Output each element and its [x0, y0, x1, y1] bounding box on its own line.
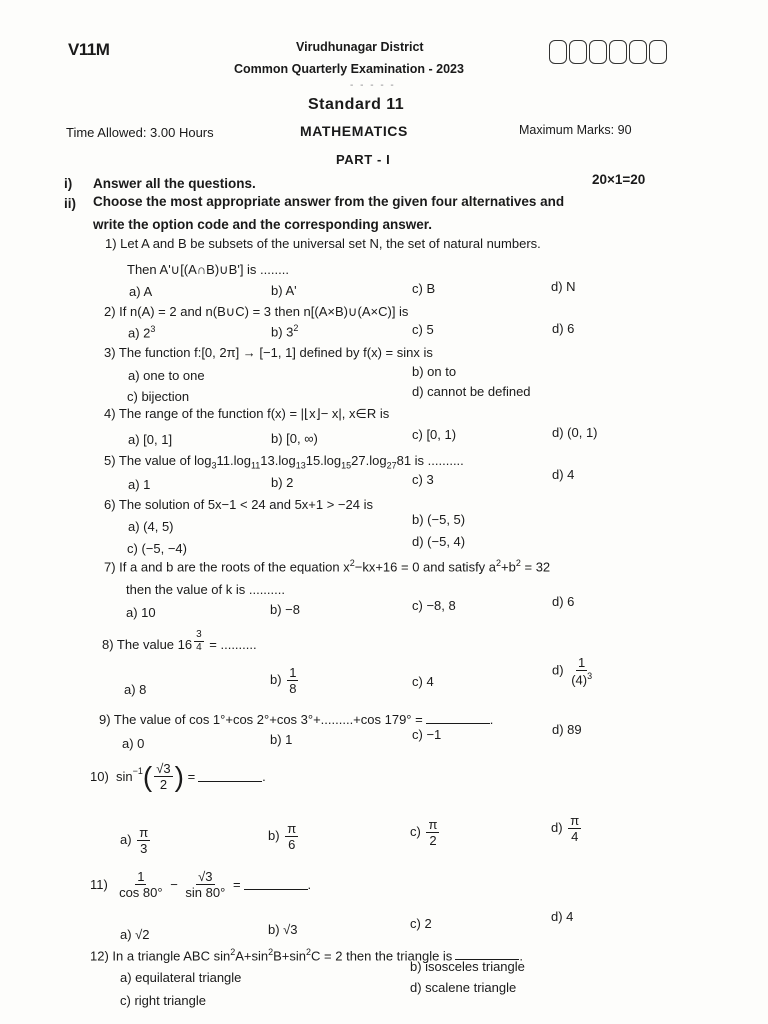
question-5: [104, 453, 464, 471]
question-9: 9) The value of cos 1°+cos 2°+cos 3°+.........+cos 179° = .: [99, 712, 494, 727]
option-d: d) 6: [552, 321, 575, 336]
fraction: [154, 762, 172, 791]
fraction-numerator: √3: [156, 761, 171, 776]
question-text: = ..........: [205, 637, 257, 652]
option-c: c) 5: [412, 322, 434, 337]
function-name: sin: [116, 769, 133, 784]
question-2: 2) If n(A) = 2 and n(B∪C) = 3 then n[(A×B)∪(A×C)] is: [104, 304, 409, 319]
question-1: 1) Let A and B be subsets of the universal set N, the set of natural numbers.: [105, 236, 541, 251]
question-text: C = 2 then the triangle is: [311, 948, 453, 964]
question-8: [102, 630, 257, 653]
header-divider: - - - - -: [350, 80, 396, 91]
question-text: 81 is ..........: [396, 453, 464, 468]
option-c: c) right triangle: [120, 993, 206, 1008]
time-allowed: Time Allowed: 3.00 Hours: [66, 125, 214, 140]
option-b: b) √3: [268, 922, 298, 937]
option-a: a) √2: [120, 927, 150, 942]
district-title: Virudhunagar District: [296, 40, 424, 54]
fraction: [426, 818, 439, 847]
option-d: [552, 656, 596, 686]
register-box: [649, 40, 667, 64]
question-text: 7) If a and b are the roots of the equation x: [104, 559, 350, 575]
option-c: c) (−5, −4): [127, 541, 187, 556]
fraction-denominator: 6: [288, 837, 296, 852]
question-12: 12) In a triangle ABC $\sin^2A+\sin^2B+\sin^2C = 2$ then the triangle is .: [90, 947, 523, 964]
option-d: [551, 814, 583, 843]
superscript: 2: [349, 558, 355, 568]
option-c: c) 3: [412, 472, 434, 487]
superscript: 2: [515, 558, 521, 568]
part-title: PART - I: [336, 152, 391, 167]
open-paren: (: [142, 760, 153, 792]
standard-title: Standard 11: [308, 96, 405, 113]
question-4: 4) The range of the function f(x) = |⌊x⌋− x|, x∈R is: [104, 406, 390, 421]
superscript: 3: [587, 671, 593, 681]
fraction-denominator: [569, 671, 594, 686]
option-a-text: a) 2: [128, 325, 151, 341]
fraction-denominator: 8: [289, 681, 297, 696]
option-c-label: c): [410, 823, 421, 839]
question-text: 27.log: [351, 453, 387, 468]
section-marks: 20×1=20: [592, 172, 646, 187]
fraction: [285, 822, 298, 851]
option-d: d) 6: [552, 594, 575, 609]
option-b-label: b): [270, 671, 282, 687]
fraction: [183, 870, 227, 899]
minus-sign: −: [170, 877, 178, 892]
fraction: [117, 870, 165, 899]
option-b-label: b): [268, 827, 280, 843]
question-11: 11) $\frac{1}{\cos 80^\circ}$ − $\frac{√3}{\sin 80^\circ}$ = .: [90, 869, 312, 900]
register-box: [569, 40, 587, 64]
fraction-numerator: 1: [137, 869, 145, 884]
superscript: 2: [268, 947, 274, 957]
option-b: b) isosceles triangle: [410, 959, 525, 974]
option-d: d) N: [551, 279, 576, 294]
option-c: c) bijection: [127, 389, 190, 404]
option-a: a) one to one: [128, 368, 205, 383]
option-b: b) on to: [412, 364, 457, 379]
answer-blank: [198, 771, 262, 782]
option-c: c) [0, 1): [412, 427, 457, 442]
register-box: [549, 40, 567, 64]
subscript: 13: [295, 460, 306, 471]
option-c: c) 2: [410, 916, 432, 931]
max-marks: Maximum Marks: 90: [519, 123, 632, 137]
register-box: [589, 40, 607, 64]
instruction-number: ii): [64, 196, 76, 211]
option-b: b) −8: [270, 602, 300, 617]
question-6: 6) The solution of 5x−1 < 24 and 5x+1 > −24 is: [104, 497, 373, 512]
option-d: d) 4: [551, 909, 574, 924]
fraction-numerator: 3: [196, 629, 202, 640]
option-a: a) equilateral triangle: [120, 970, 242, 985]
option-a: a) 10: [126, 605, 156, 620]
answer-blank: [426, 713, 490, 724]
question-1-line-2: Then A'∪[(A∩B)∪B'] is ........: [127, 262, 289, 277]
question-text: A+sin: [235, 948, 269, 964]
exam-title: Common Quarterly Examination - 2023: [234, 62, 464, 76]
option-d-label: d): [551, 819, 563, 835]
superscript: 2: [306, 947, 312, 957]
option-a: a) 1: [128, 477, 151, 492]
option-b: b) (−5, 5): [412, 512, 466, 527]
fraction-numerator: π: [287, 821, 297, 836]
option-d: d) 4: [552, 467, 575, 482]
instruction-number: i): [64, 176, 73, 191]
fraction-numerator: 1: [578, 655, 586, 670]
superscript: 3: [150, 324, 156, 334]
instruction-text: write the option code and the corresponding answer.: [93, 217, 433, 232]
question-3: 3) The function f:[0, 2π] → [−1, 1] defined by f(x) = sinx is: [104, 345, 433, 360]
denominator-base: (4): [571, 672, 588, 688]
option-b-text: b) 3: [271, 324, 294, 340]
subject-title: MATHEMATICS: [300, 123, 408, 139]
superscript: 2: [293, 323, 299, 333]
exponent-fraction: [194, 630, 204, 653]
fraction-denominator: cos 80°: [119, 885, 163, 900]
question-number: 10): [90, 769, 109, 784]
equals-sign: =: [187, 769, 196, 784]
option-d: d) cannot be defined: [412, 384, 531, 399]
subscript: 11: [250, 460, 261, 471]
question-text: 8) The value 16: [102, 637, 193, 652]
question-text: B+sin: [273, 948, 307, 964]
question-text: −kx+16 = 0 and satisfy a: [354, 559, 497, 575]
subscript: 15: [341, 460, 352, 471]
fraction-numerator: 1: [289, 665, 297, 680]
option-b: b) [0, ∞): [271, 431, 318, 446]
question-7: [104, 558, 550, 574]
option-c: [410, 818, 441, 847]
fraction: [287, 666, 298, 695]
option-d: d) (0, 1): [552, 425, 598, 440]
fraction-numerator: π: [428, 817, 438, 832]
option-c: c) −1: [412, 727, 442, 742]
register-box: [629, 40, 647, 64]
option-b: b) 2: [271, 475, 294, 490]
close-paren: ): [174, 760, 184, 792]
paper-code: V11M: [68, 40, 110, 59]
superscript: 2: [496, 558, 502, 568]
option-d: d) scalene triangle: [410, 980, 517, 995]
question-text: 15.log: [305, 453, 342, 468]
option-a: [128, 324, 155, 340]
option-b: [270, 666, 300, 695]
option-a: a) (4, 5): [128, 519, 174, 534]
fraction-denominator: 2: [159, 777, 168, 792]
option-d: d) 89: [552, 722, 582, 737]
question-number: 11): [90, 877, 108, 892]
fraction: [137, 826, 150, 855]
question-text: 12) In a triangle ABC sin: [90, 948, 231, 964]
option-a: a) A: [129, 284, 153, 299]
fraction-denominator: 3: [140, 841, 148, 856]
question-text: 9) The value of cos 1°+cos 2°+cos 3°+.........+cos 179° =: [99, 712, 423, 727]
fraction-numerator: π: [570, 813, 580, 828]
question-text: 11.log: [216, 453, 251, 468]
question-text: 5) The value of log: [104, 453, 212, 468]
fraction-denominator: 4: [196, 642, 202, 653]
subscript: 27: [386, 460, 397, 471]
fraction-denominator: sin 80°: [185, 885, 226, 900]
option-b: [268, 822, 300, 851]
register-box: [609, 40, 627, 64]
equals-sign: =: [232, 877, 241, 892]
option-c: c) 4: [412, 674, 434, 689]
superscript: −1: [132, 766, 143, 776]
option-c: c) −8, 8: [412, 598, 456, 613]
option-d-label: d): [552, 662, 564, 678]
instruction-text: Answer all the questions.: [93, 176, 256, 191]
fraction-denominator: 4: [571, 829, 579, 844]
option-d: d) (−5, 4): [412, 534, 466, 549]
option-a: [120, 826, 152, 855]
option-a: a) [0, 1]: [128, 432, 173, 447]
subscript: 3: [211, 460, 217, 471]
option-c: c) B: [412, 281, 436, 296]
question-10: 10) sin $^{-1}$ ( $\frac{√3}{2}$ ) = .: [90, 760, 266, 792]
superscript: 2: [230, 947, 236, 957]
question-text: 13.log: [260, 453, 296, 468]
fraction: [568, 814, 581, 843]
fraction-numerator: π: [139, 825, 149, 840]
fraction: [569, 656, 594, 686]
question-7-line-2: then the value of k is ..........: [126, 582, 285, 597]
option-b: b) A': [271, 283, 297, 298]
option-a: a) 0: [122, 736, 145, 751]
question-text: +b: [501, 559, 516, 575]
instruction-text: Choose the most appropriate answer from the given four alternatives and: [93, 194, 565, 209]
option-a: a) 8: [124, 682, 147, 697]
answer-blank: [244, 879, 308, 890]
fraction-denominator: 2: [429, 833, 437, 848]
register-number-boxes: [549, 40, 669, 64]
option-b: [271, 323, 298, 339]
fraction-numerator: √3: [198, 869, 213, 884]
option-b: b) 1: [270, 732, 293, 747]
question-text: = 32: [520, 559, 551, 575]
option-a-label: a): [120, 831, 132, 847]
